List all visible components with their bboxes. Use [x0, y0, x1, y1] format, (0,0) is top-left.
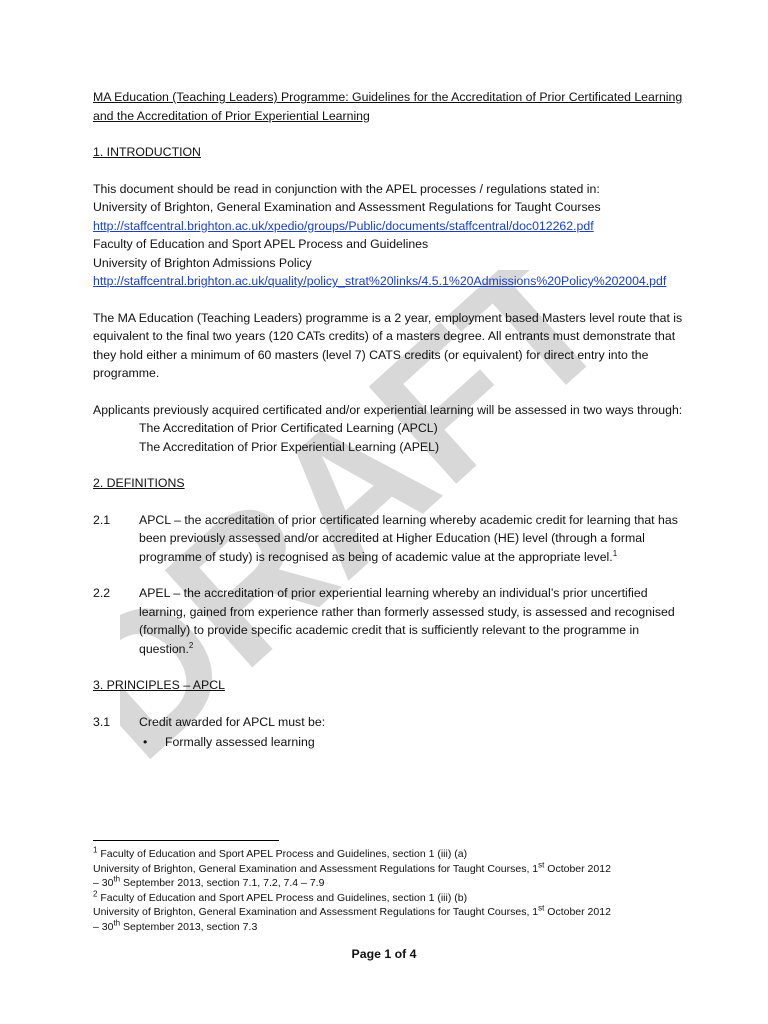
way-apcl: The Accreditation of Prior Certificated Learning (APCL) — [139, 421, 438, 435]
footnote-text: October 2012 — [544, 906, 611, 919]
footnote-text: Faculty of Education and Sport APEL Process and Guidelines, section 1 (iii) (b) — [97, 891, 468, 904]
document-body — [93, 88, 683, 752]
footnote-2 — [93, 891, 683, 935]
assessment-lead: Applicants previously acquired certificated and/or experiential learning will be assessed in two ways through: — [93, 402, 683, 417]
footnote-ref: 1 — [612, 548, 618, 558]
footnote-mark: 2 — [93, 889, 98, 899]
definition-apel — [93, 584, 683, 658]
clause-text: APCL – the accreditation of prior certificated learning whereby academic credit for learning that has been previously assessed and/or accredited at Higher Education (HE) level (through a formal programme of study) is recognised as being of academic value at the appropriate level. — [139, 512, 678, 564]
regulations-link[interactable]: http://staffcentral.brighton.ac.uk/xpedio/groups/Public/documents/staffcentral/doc012262.pdf — [93, 218, 594, 233]
ordinal-suffix: st — [538, 860, 545, 870]
watermark-text: DRAFT — [120, 270, 600, 790]
clause-number: 3.1 — [93, 714, 111, 729]
clause-number: 2.1 — [93, 512, 111, 527]
clause-number: 2.2 — [93, 586, 111, 600]
ordinal-suffix: th — [113, 874, 121, 884]
bullet-glyph: • — [143, 735, 148, 749]
reference-regulations: University of Brighton, General Examination and Assessment Regulations for Taught Courses — [93, 200, 601, 214]
footnote-text: September 2013, section 7.3 — [120, 920, 258, 933]
references-block — [93, 180, 683, 291]
page-number: Page 1 of 4 — [351, 947, 417, 961]
definition-apcl — [93, 511, 683, 567]
ordinal-suffix: th — [113, 918, 121, 928]
clause-text: Credit awarded for APCL must be: — [139, 714, 326, 729]
section-heading-introduction: 1. INTRODUCTION — [93, 145, 201, 159]
section-heading-principles: 3. PRINCIPLES – APCL — [93, 678, 225, 692]
reference-admissions-policy: University of Brighton Admissions Policy — [93, 255, 312, 270]
footnote-text: – 30 — [93, 920, 114, 933]
clause-text: APEL – the accreditation of prior experiential learning whereby an individual’s prior uncertified learning, gained from experience rather than formerly assessed study, is assessed and recognised (formally) to provide specific academic credit that is sufficiently relevant to the programme in question. — [139, 586, 675, 656]
assessment-ways — [93, 401, 683, 457]
programme-paragraph: The MA Education (Teaching Leaders) programme is a 2 year, employment based Masters level route that is equivalent to the final two years (120 CATs credits) of a masters degree. All entrants must demonstrate that they hold either a minimum of 60 masters (level 7) CATS credits (or equivalent) for direct entry into the programme. — [93, 310, 683, 380]
footnote-text: September 2013, section 7.1, 7.2, 7.4 – 7.9 — [120, 877, 325, 890]
footnote-mark: 1 — [93, 845, 98, 855]
principle-clause — [93, 713, 683, 732]
way-apel: The Accreditation of Prior Experiential Learning (APEL) — [139, 439, 440, 454]
footnote-text: University of Brighton, General Examination and Assessment Regulations for Taught Courses, 1 — [93, 862, 539, 875]
section-heading-definitions: 2. DEFINITIONS — [93, 476, 185, 490]
footnote-1 — [93, 847, 683, 891]
intro-lead: This document should be read in conjunction with the APEL processes / regulations stated in: — [93, 181, 600, 196]
footnote-separator — [93, 840, 279, 841]
document-title: MA Education (Teaching Leaders) Programme: Guidelines for the Accreditation of Prior Certificated Learning and the Accreditation of Prior Experiential Learning — [93, 90, 683, 123]
footnote-ref: 2 — [188, 640, 194, 650]
admissions-policy-link[interactable]: http://staffcentral.brighton.ac.uk/quality/policy_strat%20links/4.5.1%20Admissions%20Policy%202004.pdf — [93, 274, 667, 288]
bullet-item — [93, 733, 683, 752]
ordinal-suffix: st — [538, 903, 545, 913]
bullet-text: Formally assessed learning — [165, 735, 315, 749]
footnotes — [93, 840, 683, 935]
footnote-text: October 2012 — [544, 862, 611, 875]
reference-apel-guidelines: Faculty of Education and Sport APEL Process and Guidelines — [93, 237, 429, 251]
footnote-text: University of Brighton, General Examination and Assessment Regulations for Taught Courses, 1 — [93, 906, 539, 919]
footnote-text: Faculty of Education and Sport APEL Process and Guidelines, section 1 (iii) (a) — [97, 848, 468, 860]
footnote-text: – 30 — [93, 877, 114, 890]
